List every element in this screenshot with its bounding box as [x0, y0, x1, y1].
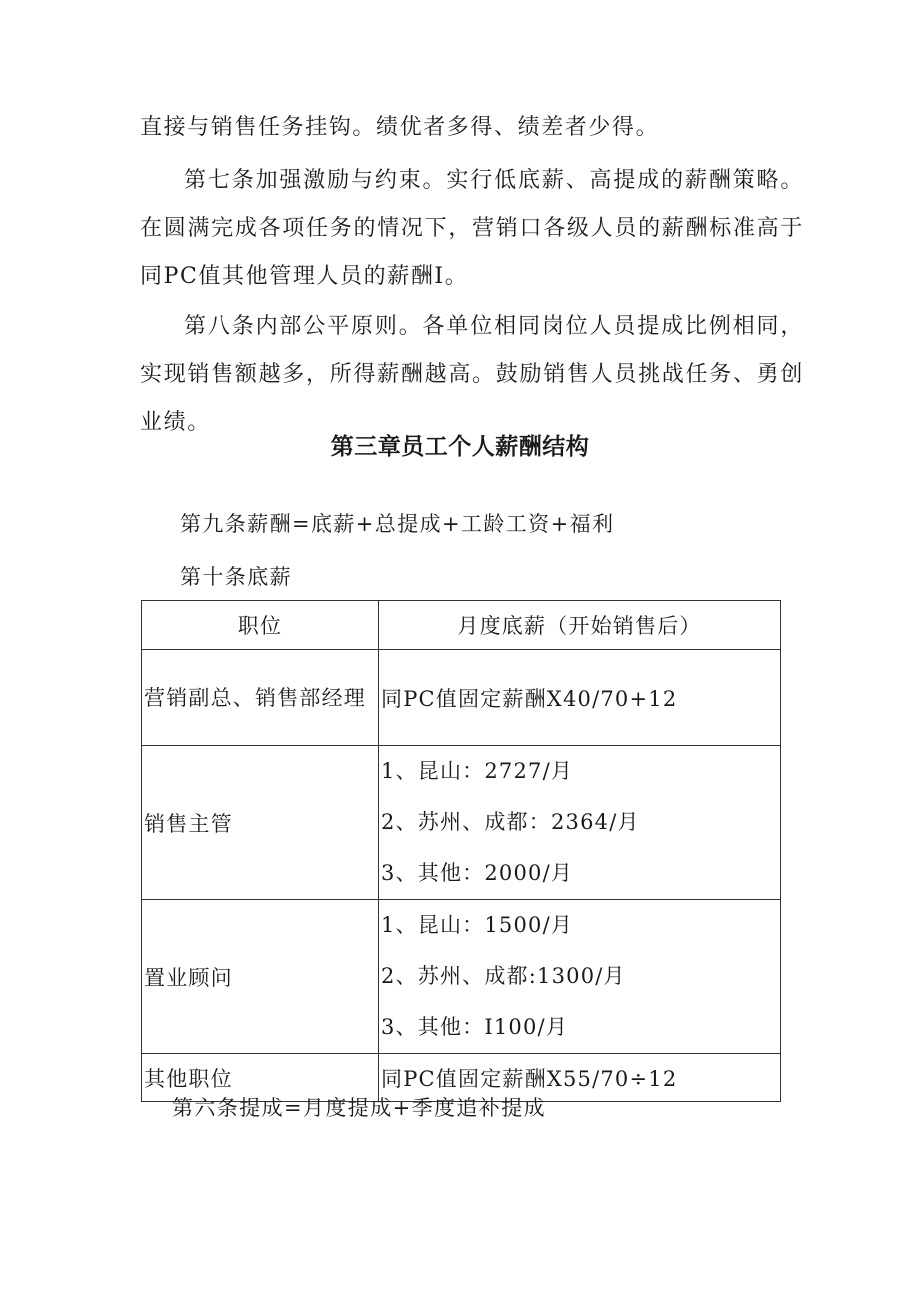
- paragraph-article-8: 第八条内部公平原则。各单位相同岗位人员提成比例相同，实现销售额越多，所得薪酬越高。鼓励销售人员挑战任务、勇创业绩。: [140, 314, 804, 435]
- header-salary: 月度底薪（开始销售后）: [379, 601, 781, 650]
- salary-line: 3、其他：I100/月: [381, 1015, 569, 1039]
- position-cell: 其他职位: [142, 1054, 379, 1102]
- chapter-title: 第三章员工个人薪酬结构: [330, 434, 590, 460]
- article-10: 第十条底薪: [180, 565, 292, 589]
- salary-line: 1、昆山：1500/月: [381, 913, 574, 937]
- salary-cell: [379, 900, 781, 1054]
- article-9: 第九条薪酬=底薪+总提成+工龄工资+福利: [180, 512, 615, 536]
- table-row: [142, 900, 781, 1054]
- salary-cell: 同PC值固定薪酬X55/70÷12: [379, 1054, 781, 1102]
- salary-line: 2、苏州、成都：2364/月: [381, 810, 640, 834]
- table-row: [142, 650, 781, 746]
- salary-line: 1、昆山：2727/月: [381, 759, 574, 783]
- paragraph-1: 直接与销售任务挂钩。绩优者多得、绩差者少得。: [140, 115, 660, 140]
- salary-line: 3、其他：2000/月: [381, 861, 574, 885]
- header-position: 职位: [142, 601, 379, 650]
- position-cell: 销售主管: [142, 746, 379, 900]
- salary-table: [141, 600, 781, 1102]
- salary-cell: [379, 746, 781, 900]
- position-cell: 置业顾问: [142, 900, 379, 1054]
- article-6: 第六条提成=月度提成+季度追补提成: [172, 1096, 546, 1120]
- position-cell: 营销副总、销售部经理: [142, 650, 379, 746]
- salary-cell: 同PC值固定薪酬X40/70+12: [379, 650, 781, 746]
- salary-line: 2、苏州、成都:1300/月: [381, 964, 626, 988]
- table-header-row: [142, 601, 781, 650]
- paragraph-article-7: 第七条加强激励与约束。实行低底薪、高提成的薪酬策略。在圆满完成各项任务的情况下，营销口各级人员的薪酬标准高于同PC值其他管理人员的薪酬I。: [140, 168, 804, 289]
- table-row: [142, 746, 781, 900]
